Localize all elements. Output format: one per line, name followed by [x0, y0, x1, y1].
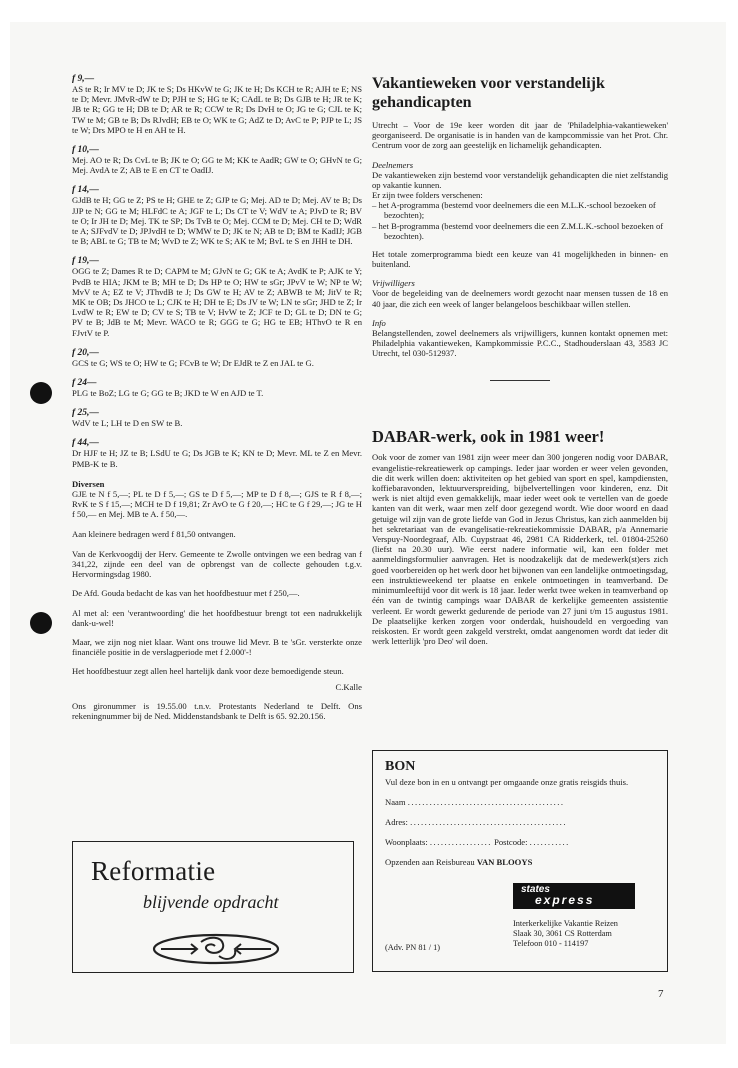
donation-entry — [72, 438, 362, 468]
paragraph: Aan kleinere bedragen werd f 81,50 ontvangen. — [72, 529, 236, 540]
list-item: – het B-programma (bestemd voor deelnemers die een Z.M.L.K.-school bezoeken of bezochten). — [372, 220, 664, 241]
ad-title: Reformatie — [91, 856, 216, 886]
opzenden-line: Opzenden aan Reisbureau VAN BLOOYS — [385, 857, 533, 868]
vrijwilligers-text: Voor de begeleiding van de deelnemers wordt gezocht naar mensen tussen de 18 en 40 jaar, die zich een week of langer belangeloos beschikbaar willen stellen. — [372, 288, 668, 309]
donor-list: OGG te Z; Dames R te D; CAPM te M; GJvN te G; GK te A; AvdK te P; AJK te Y; PvdB te HIA; JKM te B; MH te D; Ds HP te O; HW te sGr; JPvV te W; NP te W; MvV te A; EZ te V; JThvdB te J; Ds GW te H; AV te Z; ABWB te M; JitV te R; MK te OB; Ds JHCO te L; CJK te H; DH te E; Ds JV te W; LN te sGr; JHD te Z; Ir LvdW te R; EW te D; CV te S; TB te V; HvW te Z; JCF te D; GL te D; DN te G; PV te B; JdB te M; Mevr. WACO te R; GGG te G; HG te EB; HThvO te R en FJvtV te P. — [72, 266, 362, 338]
deelnemers-text: De vakantieweken zijn bestemd voor verstandelijk gehandicapten die niet zelfstandig op vakantie kunnen. — [372, 169, 668, 190]
postcode-label: Postcode: — [494, 837, 528, 848]
paragraph: Maar, we zijn nog niet klaar. Want ons trouwe lid Mevr. B te 'sGr. versterkte onze financiële positie in de verslagperiode met f 2.000'-! — [72, 636, 362, 658]
vrijwilligers-label: Vrijwilligers — [372, 278, 415, 289]
diversen-text: GJE te N f 5,—; PL te D f 5,—; GS te D f 5,—; MP te D f 8,—; GJS te R f 8,—; RvK te S f 15,—; MCH te D f 19,81; Zr AvO te G f 20,—; HC te G f 29,—; JG te H f 50,— en Mej. MB te A. f 50,—. — [72, 488, 362, 520]
punch-hole-bottom — [30, 612, 52, 634]
ornament-logo-icon — [151, 932, 281, 966]
donation-entry — [72, 348, 362, 368]
donation-entry — [72, 378, 362, 398]
articles-column — [372, 74, 668, 655]
donor-list: Dr HJF te H; JZ te B; LSdU te G; Ds JGB te K; KN te D; Mevr. ML te Z en Mevr. PMB-K te B. — [72, 448, 362, 469]
signature: C.Kalle — [335, 681, 362, 692]
naam-label: Naam — [385, 797, 406, 808]
info-label: Info — [372, 317, 386, 328]
woonplaats-field[interactable]: Woonplaats: ................. Postcode: ........... — [385, 837, 570, 848]
amount-heading: f 44,— — [72, 438, 99, 449]
donor-list: WdV te L; LH te D en SW te B. — [72, 418, 183, 429]
amount-heading: f 25,— — [72, 408, 99, 419]
dabar-text: Ook voor de zomer van 1981 zijn weer meer dan 300 jongeren nodig voor DABAR, evangelistie-rekreatiewerk op campings. Ieder jaar worden er weer velen gevonden, die dit werk willen doen: aktiviteiten op het gebied van sport en spel, kampdiensten, koffiebaravonden, lektuurverspreiding, bijbelvertellingen voor kinderen, enz. Dit werk is niet altijd even gemakkelijk, maar ieder weet ook te vertellen van de goede kanten van dit werk, waar men zelf door gezegend wordt. Wie door woord en daad getuige wil zijn van de grote liefde van God in Jezus Christus, kan zich aanmelden bij het sekretariaat van de evangelisatie-rekreatiekommissie DABAR, p/a Annemarie Verspuy-Noordegraaf, Alb. Cuypstraat 46, 2981 CA Ridderkerk, tel. 01804-25260 (liefst na 20.30 uur). Wie eerst nadere informatie wil, kan een folder met aanmeldingsformulier aanvragen. Het is noodzakelijk dat de medewerk(st)ers zich goed voorbereiden op het werk door het bijwonen van een landelijke ontmoetingsdag, een instruktieweekend ter plaatse en enkele ontmoetingen in teamverband. De minimumleeftijd voor dit werk is 18 jaar. Ieder werkt twee weken in teamverband op één van de twintig campings waar DABAR de kerkelijke gemeenten assistentie verleent. Er wordt gewerkt gedurende de periode van 27 juni t/m 15 augustus 1981. De plaatselijke kerken zorgen voor onderdak, huishoudeld en vergoeding van reiskosten. Er wordt geen zakgeld verstrekt, omdat aangenomen wordt dat ieder dit werk letterlijk 'pro Deo' wil doen. — [372, 452, 668, 647]
diversen-block — [72, 479, 362, 520]
amount-heading: f 19,— — [72, 256, 99, 267]
info-text: Belangstellenden, zowel deelnemers als vrijwilligers, kunnen kontakt opnemen met: Philadelphia vakantieweken, Kampkommissie P.C.C., Stadhouderslaan 43, 3583 JC Utrecht, tel 030-512937. — [372, 327, 668, 359]
zomer-text: Het totale zomerprogramma biedt een keuze van 41 mogelijkheden in binnen- en buitenland. — [372, 249, 668, 270]
donation-entry — [72, 145, 362, 175]
diversen-title: Diversen — [72, 478, 105, 489]
adv-code: (Adv. PN 81 / 1) — [385, 943, 441, 952]
paragraph: De Afd. Gouda bedacht de kas van het hoofdbestuur met f 250,—. — [72, 588, 300, 599]
paragraph: Al met al: een 'verantwoording' die het hoofdbestuur brengt tot een nadrukkelijk dank-u-wel! — [72, 607, 362, 628]
dabar-title: DABAR-werk, ook in 1981 weer! — [372, 427, 605, 447]
amount-heading: f 10,— — [72, 145, 99, 156]
closing-paragraphs — [72, 529, 362, 676]
bon-title: BON — [385, 759, 416, 774]
reformatie-ad — [72, 841, 354, 973]
amount-heading: f 14,— — [72, 185, 99, 196]
naam-field[interactable]: Naam ........................................... — [385, 797, 565, 808]
donor-list: GCS te G; WS te O; HW te G; FCvB te W; Dr EJdR te Z en JAL te G. — [72, 357, 314, 368]
donations-column — [72, 74, 362, 730]
travel-agency-name: VAN BLOOYS — [476, 857, 533, 868]
bon-intro: Vul deze bon in en u ontvangt per omgaande onze gratis reisgids thuis. — [385, 777, 629, 787]
donor-list: AS te R; Ir MV te D; JK te S; Ds HKvW te G; JK te H; Ds KCH te R; AJH te E; NS te D; Mevr. JMvR-dW te D; PJH te S; HG te K; CAdL te B; Ds GJB te H; JR te K; JB te R; GG te H; DB te D; AR te R; CCW te R; Ds DvH te O; JG te G; CJL te K; TW te M; GB te B; Ds RJvdH; EB te O; WK te G; AdZ te D; AvC te P; PJP te L; JS te W; Drs MPO te H en AH te H. — [72, 84, 362, 135]
vakantie-title: Vakantieweken voor verstandelijk gehandicapten — [372, 75, 605, 111]
vakantie-intro: Utrecht – Voor de 19e keer worden dit jaar de 'Philadelphia-vakantieweken' georganiseerd. De organisatie is in handen van de kampcommissie van het Prot. Chr. Centrum voor de zorg aan geestelijk en lichamelijk gehandicapten. — [372, 120, 668, 151]
adres-label: Adres: — [385, 817, 408, 828]
bon-coupon — [372, 750, 668, 972]
donation-entry — [72, 185, 362, 246]
amount-heading: f 9,— — [72, 74, 95, 84]
adres-field[interactable]: Adres: ........................................... — [385, 817, 567, 828]
donation-entries — [72, 74, 362, 469]
agency-address: Interkerkelijke Vakantie Reizen Slaak 30, 3061 CS Rotterdam Telefoon 010 - 114197 — [513, 919, 618, 948]
amount-heading: f 24— — [72, 378, 97, 389]
deelnemers-label: Deelnemers — [372, 159, 414, 170]
ad-subtitle: blijvende opdracht — [143, 892, 279, 912]
folders-list — [372, 200, 668, 241]
paragraph: Van de Kerkvoogdij der Herv. Gemeente te Zwolle ontvingen we een bedrag van f 341,22, zijnde een deel van de opbrengst van de collecte gehouden t.g.v. Hervormingsdag 1980. — [72, 548, 362, 580]
giro-info: Ons gironummer is 19.55.00 t.n.v. Protestants Nederland te Delft. Ons rekeningnummer bij de Ned. Middenstandsbank te Delft is 65. 92.20.156. — [72, 700, 362, 721]
donation-entry — [72, 256, 362, 337]
donation-entry — [72, 408, 362, 428]
states-express-logo: states express — [513, 883, 635, 909]
paragraph: Het hoofdbestuur zegt allen heel hartelijk dank voor deze bemoedigende steun. — [72, 666, 344, 677]
donor-list: PLG te BoZ; LG te G; GG te B; JKD te W en AJD te T. — [72, 388, 264, 399]
donor-list: Mej. AO te R; Ds CvL te B; JK te O; GG te M; KK te AadR; GW te O; GHvN te G; Mej. AvdA te Z; AB te E en CT te OadIJ. — [72, 155, 362, 176]
page-number: 7 — [658, 988, 664, 1000]
folders-intro: Er zijn twee folders verschenen: — [372, 190, 483, 201]
donation-entry — [72, 74, 362, 135]
donor-list: GJdB te H; GG te Z; PS te H; GHE te Z; GJP te G; Mej. AD te D; Mej. AV te B; Ds JJP te N; GG te M; HLFdC te A; JGF te L; Ds CT te V; WdV te A; PJvD te R; BV te O; Ir JH te D; Mej. TK te SP; Ds TvB te O; Mej. CCM te D; Mej. CH te D; WdR te A; SJFvdV te D; JPJvdH te D; WMW te D; JK te N; AB te D; BM te KadIJ; JGB te B; ABL te G; TB te M; WvD te Z; WK te S; AK te M; BvL te S en JHH te DH. — [72, 195, 362, 247]
amount-heading: f 20,— — [72, 347, 99, 358]
punch-hole-top — [30, 382, 52, 404]
list-item: – het A-programma (bestemd voor deelnemers die een M.L.K.-school bezoeken of bezochten); — [372, 200, 656, 221]
woonplaats-label: Woonplaats: — [385, 837, 428, 848]
